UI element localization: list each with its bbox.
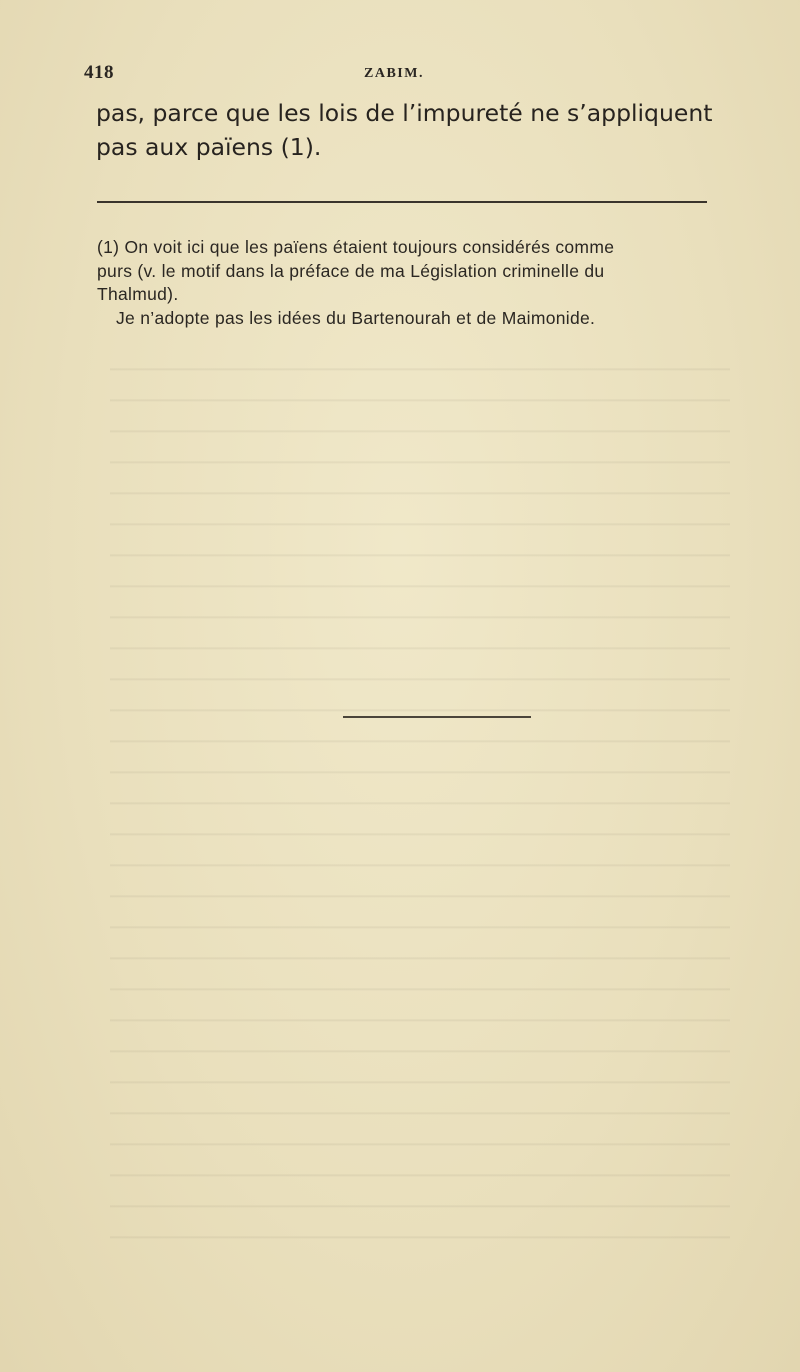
body-line: pas aux païens (1). xyxy=(96,133,322,161)
footnote-line: Thalmud). xyxy=(97,284,179,304)
body-paragraph xyxy=(96,96,736,164)
end-rule xyxy=(343,716,531,718)
footnote-separator-rule xyxy=(97,201,707,203)
show-through-texture xyxy=(110,340,730,1240)
body-line: pas, parce que les lois de l’impureté ne s’appliquent xyxy=(96,99,713,127)
footnote-line: (1) On voit ici que les païens étaient toujours considérés comme xyxy=(97,237,615,257)
running-head xyxy=(84,62,716,86)
footnote-line: Je n’adopte pas les idées du Bartenourah et de Maimonide. xyxy=(116,307,596,328)
page-number: 418 xyxy=(84,62,114,83)
footnote-line: purs (v. le motif dans la préface de ma Législation criminelle du xyxy=(97,260,605,281)
running-title: ZABIM. xyxy=(364,66,424,81)
footnotes xyxy=(97,236,717,330)
